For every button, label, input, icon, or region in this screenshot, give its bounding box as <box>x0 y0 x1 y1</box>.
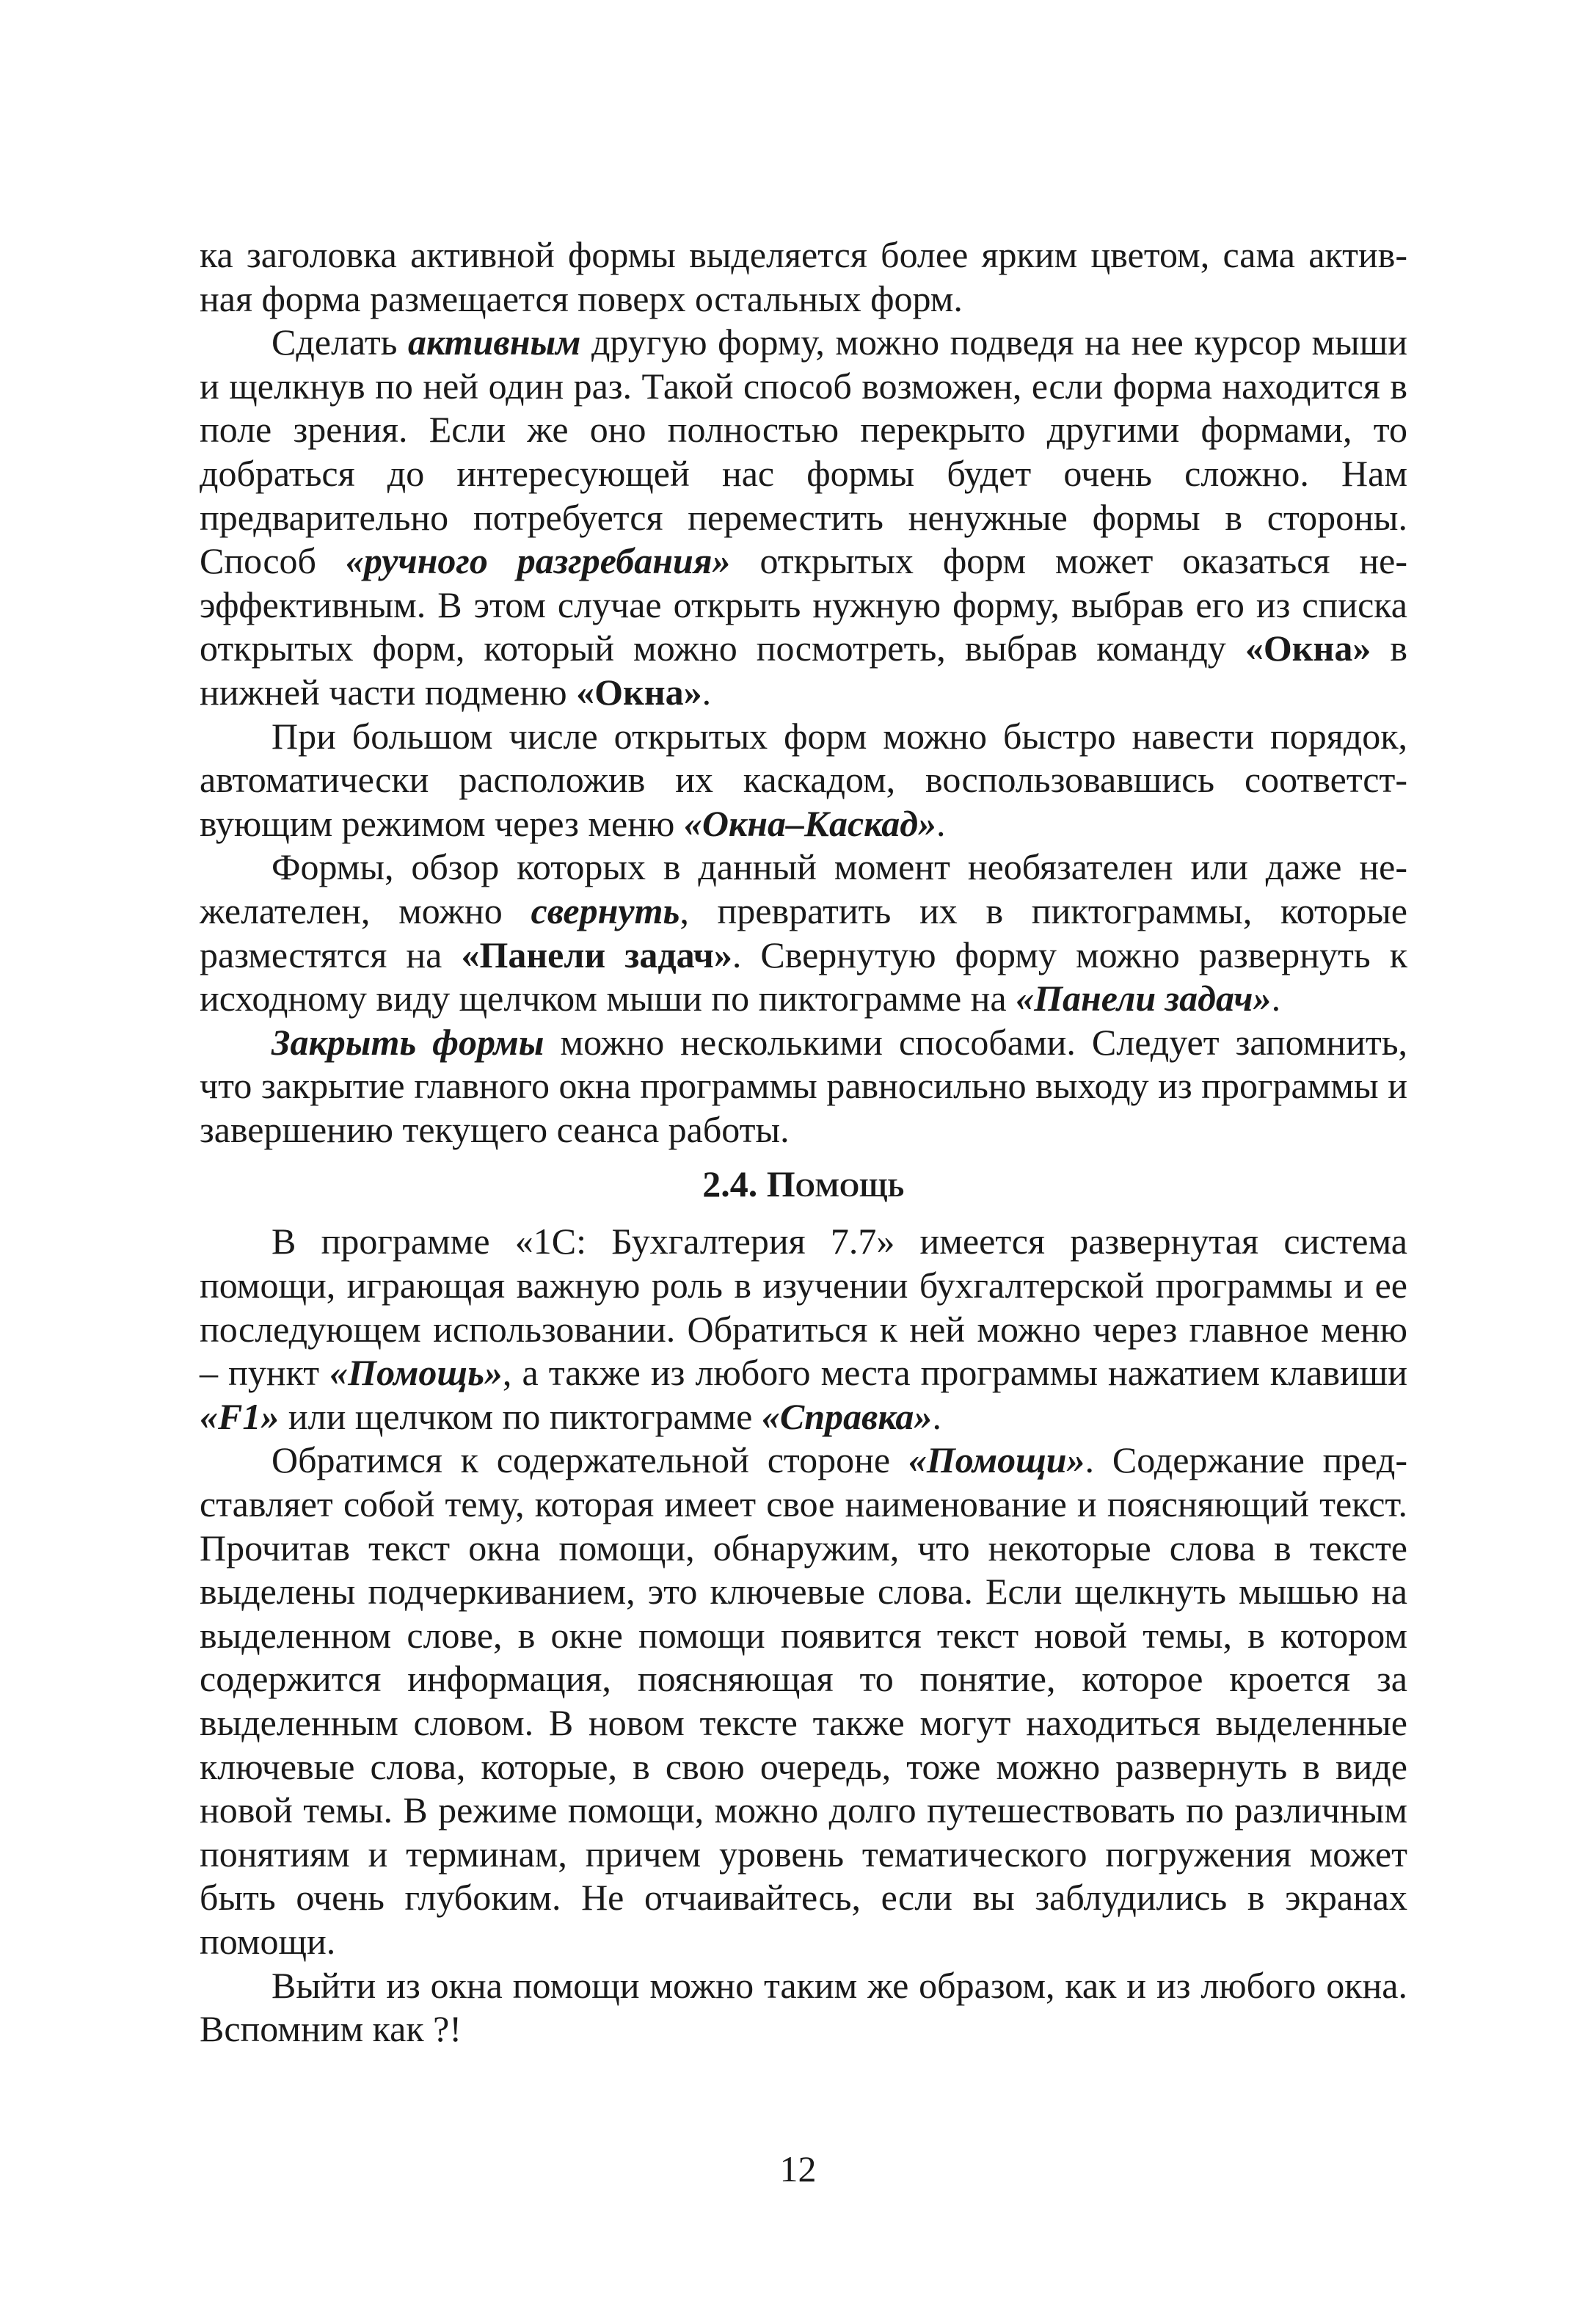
emphasis-term: «Панели задач» <box>1016 978 1272 1019</box>
paragraph-exit-help <box>200 1964 1407 2051</box>
emphasis-term: «Окна–Каскад» <box>683 802 937 844</box>
emphasis-term: «ручного разгребания» <box>345 540 731 582</box>
text-run: . Свернутую форму можно развернуть к исходному виду щелчком мыши по пиктограмме на <box>200 934 1407 1019</box>
text-run: Обратимся к содержательной стороне <box>272 1439 908 1481</box>
paragraph-help-content <box>200 1439 1407 1963</box>
emphasis-term: «Справка» <box>761 1395 933 1437</box>
page-number: 12 <box>779 2148 817 2189</box>
text-run: . <box>702 671 712 713</box>
emphasis-term: Закрыть формы <box>272 1021 544 1063</box>
text-run: Формы, обзор которых в данный момент необязателен или даже нежелателен, можно <box>200 846 1407 931</box>
bold-term: «Окна» <box>1245 628 1371 669</box>
bold-term: «Окна» <box>576 671 702 713</box>
bold-term: «Панели задач» <box>461 934 732 975</box>
emphasis-term: свернуть <box>531 890 680 931</box>
text-run: . <box>932 1395 941 1437</box>
text-run: , превратить их в пиктограммы, которые разместятся на <box>200 890 1407 975</box>
text-run: в нижней части подменю <box>200 628 1407 713</box>
paragraph-close-forms <box>200 1021 1407 1152</box>
emphasis-term: «F1» <box>200 1395 280 1437</box>
text-run: ка заголовка активной формы выделяется более ярким цветом, сама активная форма размещается поверх остальных форм. <box>200 234 1407 319</box>
emphasis-term: активным <box>408 321 581 363</box>
text-run: . <box>1271 978 1281 1019</box>
emphasis-term: «Помощь» <box>329 1352 503 1394</box>
paragraph-cascade <box>200 715 1407 846</box>
text-run: При большом числе открытых форм можно быстро навести порядок, автоматически расположив их каскадом, воспользовавшись соответствующим режимом через меню <box>200 715 1407 844</box>
text-run: открытых форм может оказаться неэффективным. В этом случае открыть нужную форму, выбрав его из списка открытых форм, который можно посмотреть, выбрав команду <box>200 540 1408 669</box>
text-run: . Содержание представляет собой тему, которая имеет свое наименование и поясняющий текст. Прочитав текст окна помощи, обнаружим, что некоторые слова в тексте выделены подчеркиванием, это ключевые слова. Если щелкнуть мышью на выделенном слове, в окне помощи появится текст новой темы, в котором содержится информация, поясняющая то понятие, которое кроется за выделенным словом. В новом тексте также могут находиться выделенные ключевые слова, которые, в свою очередь, тоже можно развернуть в виде новой темы. В режиме помощи, можно долго путешествовать по различным понятиям и терминам, причем уровень тематического погружения может быть очень глубоким. Не отчаивайтесь, если вы заблудились в экранах помощи. <box>200 1439 1408 1962</box>
body-text <box>200 233 1407 2051</box>
text-run: или щелчком по пиктограмме <box>279 1395 762 1437</box>
paragraph-minimize <box>200 846 1407 1020</box>
text-run: В программе «1С: Бухгалтерия 7.7» имеется развернутая система помощи, играющая важную роль в изучении бухгалтерской программы и ее последующем использовании. Обратиться к ней можно через главное меню – пункт <box>200 1221 1407 1394</box>
text-run: . <box>936 802 946 844</box>
text-run: можно несколькими способами. Следует запомнить, что закрытие главного окна программы равносильно выходу из программы и завершению текущего сеанса работы. <box>200 1021 1408 1150</box>
paragraph-active-form <box>200 321 1407 714</box>
paragraph-continuation <box>200 233 1407 321</box>
paragraph-help-system <box>200 1220 1407 1439</box>
text-run: Выйти из окна помощи можно таким же образом, как и из любого окна. Вспомним как ?! <box>200 1964 1407 2050</box>
text-run: , а также из любого места программы нажатием клавиши <box>502 1352 1407 1394</box>
emphasis-term: «Помощи» <box>908 1439 1085 1481</box>
text-run: другую форму, можно подведя на нее курсор мыши и щелкнув по ней один раз. Такой способ возможен, если форма находится в поле зрения. Если же оно полностью перекрыто другими формами, то добраться до интересующей нас формы будет очень сложно. Нам предварительно потребуется переместить ненужные формы в стороны. Способ <box>200 321 1408 582</box>
text-run: Сделать <box>272 321 408 363</box>
section-title: 2.4. Помощь <box>702 1163 905 1205</box>
